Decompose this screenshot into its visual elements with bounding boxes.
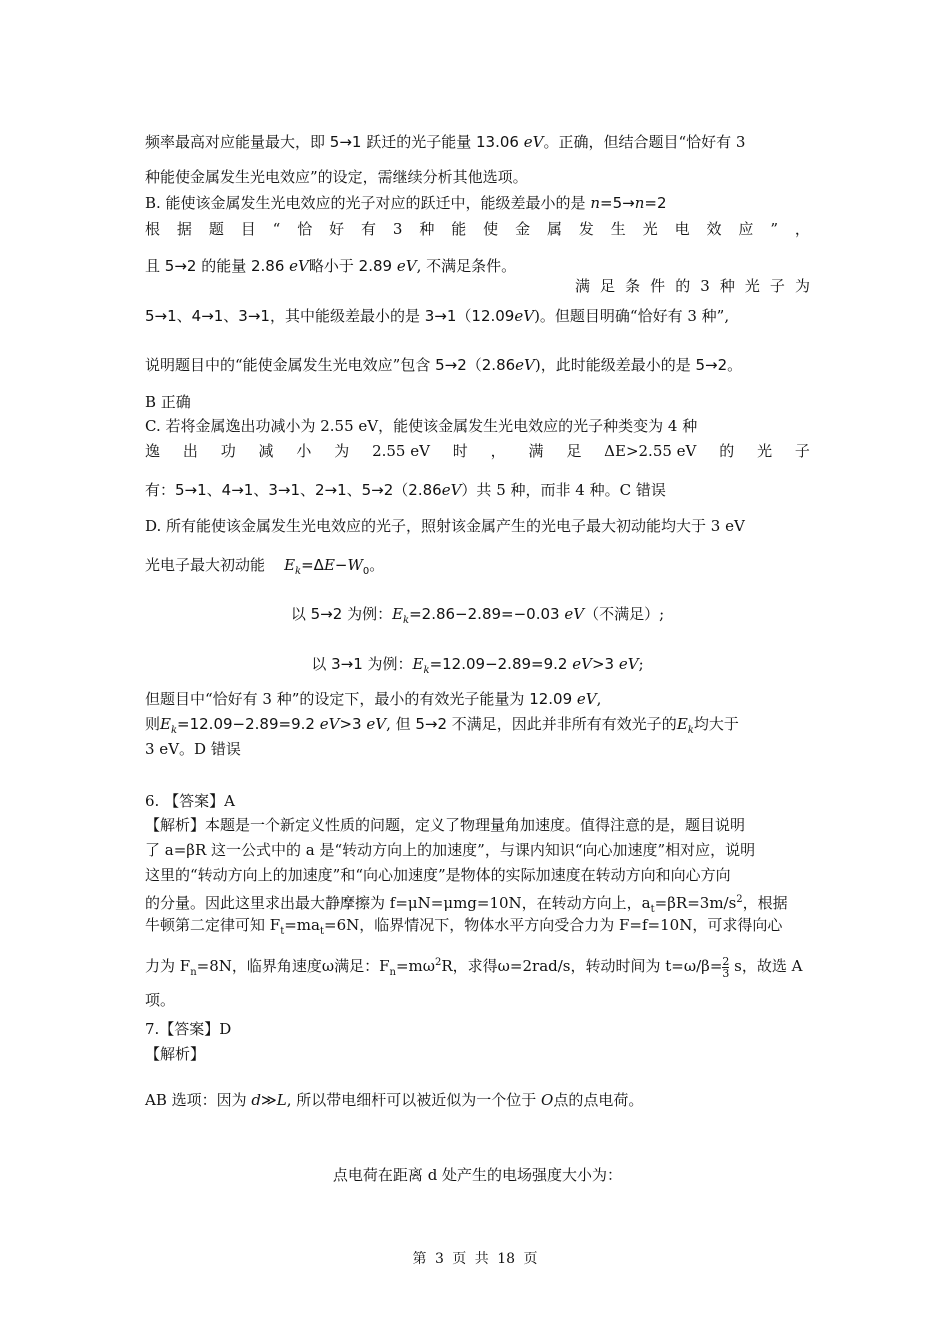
glyph: 生 bbox=[610, 220, 626, 238]
glyph: 目 bbox=[240, 220, 256, 238]
glyph: 满 bbox=[575, 277, 591, 295]
glyph: 发 bbox=[578, 220, 594, 238]
glyph: ΔE>2.55 eV bbox=[604, 442, 697, 460]
text-line: 则$E_k=12.09-2.89=9.2$ eV>3 eV, 但 5→2 不满足，因此并非所有有效光子的$E_k$均大于 bbox=[145, 715, 739, 736]
glyph: 时 bbox=[452, 442, 468, 460]
glyph: 据 bbox=[176, 220, 192, 238]
text-line: B 正确 bbox=[145, 393, 191, 411]
glyph: 电 bbox=[674, 220, 690, 238]
text-line: 说明题目中的“能使金属发生光电效应”包含 5→2（2.86eV)，此时能级差最小的是 5→2。 bbox=[145, 356, 743, 374]
glyph: 的 bbox=[675, 277, 691, 295]
formula-line: 以 3→1 为例：$E_k=12.09-2.89=9.2$ eV>3 eV; bbox=[311, 655, 644, 676]
glyph: 足 bbox=[566, 442, 582, 460]
glyph: 逸 bbox=[145, 442, 161, 460]
text-line: 有：5→1、4→1、3→1、2→1、5→2（2.86eV）共 5 种，而非 4 种。C 错误 bbox=[145, 481, 666, 499]
glyph: 2.55 eV bbox=[372, 442, 430, 460]
glyph: 应 bbox=[738, 220, 754, 238]
option-c: C. 若将金属逸出功减小为 2.55 eV，能使该金属发生光电效应的光子种类变为 4 种 bbox=[145, 417, 698, 435]
text-line: 光电子最大初动能 $E_k=\Delta E-W_0$。 bbox=[145, 556, 385, 577]
answer-7: 7.【答案】D bbox=[145, 1020, 232, 1038]
glyph: 出 bbox=[182, 442, 198, 460]
glyph: 金 bbox=[515, 220, 531, 238]
glyph: 3 bbox=[700, 277, 710, 295]
glyph: 种 bbox=[719, 277, 735, 295]
glyph: 使 bbox=[483, 220, 499, 238]
page-footer: 第 3 页 共 18 页 bbox=[412, 1251, 538, 1267]
glyph: 功 bbox=[220, 442, 236, 460]
text-line-justified bbox=[145, 441, 810, 461]
glyph: 能 bbox=[451, 220, 467, 238]
option-d: D. 所有能使该金属发生光电效应的光子，照射该金属产生的光电子最大初动能均大于 3 eV bbox=[145, 517, 745, 535]
glyph: 足 bbox=[600, 277, 616, 295]
text-line: 这里的“转动方向上的加速度”和“向心加速度”是物体的实际加速度在转动方向和向心方向 bbox=[145, 866, 731, 884]
text-line: 【解析】 bbox=[145, 1045, 206, 1063]
text-line: 种能使金属发生光电效应”的设定，需继续分析其他选项。 bbox=[145, 168, 528, 186]
answer-6: 6. 【答案】A bbox=[145, 792, 235, 810]
text-line: 3 eV。D 错误 bbox=[145, 740, 241, 758]
glyph: 题 bbox=[208, 220, 224, 238]
glyph: ， bbox=[490, 442, 506, 460]
text-line: 了 a=βR 这一公式中的 a 是“转动方向上的加速度”，与课内知识“向心加速度”相对应，说明 bbox=[145, 841, 756, 859]
text-line-justified bbox=[145, 219, 810, 239]
glyph: 件 bbox=[650, 277, 666, 295]
glyph: 减 bbox=[258, 442, 274, 460]
option-b: B. 能使该金属发生光电效应的光子对应的跃迁中，能级差最小的是 n=5→n=2 bbox=[145, 194, 667, 212]
glyph: 为 bbox=[794, 277, 810, 295]
glyph: “ bbox=[272, 220, 281, 238]
text-line: AB 选项：因为 d≫L, 所以带电细杆可以被近似为一个位于 O点的点电荷。 bbox=[145, 1091, 644, 1109]
text-line: 点电荷在距离 d 处产生的电场强度大小为： bbox=[332, 1166, 623, 1184]
glyph: 有 bbox=[361, 220, 377, 238]
text-line: 但题目中“恰好有 3 种”的设定下，最小的有效光子能量为 12.09 eV, bbox=[145, 690, 602, 708]
glyph: 为 bbox=[334, 442, 350, 460]
text-line: 且 5→2 的能量 2.86 eV略小于 2.89 eV, 不满足条件。 满 足 条 件 的 3 种 光 子 为 bbox=[145, 257, 810, 295]
glyph: 小 bbox=[296, 442, 312, 460]
text-line: 力为 $F_n=8N$，临界角速度ω满足：$F_n=m\omega^2R$，求得ω=2rad/s，转动时间为 t=ω/β= $\frac{2}{3}$ s，故选 A bbox=[145, 954, 803, 980]
glyph: 子 bbox=[769, 277, 785, 295]
text-line: 的分量。因此这里求出最大静摩擦为 f=μN=μmg=10N，在转动方向上，$a_t=\beta R=3m/s^2$，根据 bbox=[145, 894, 788, 915]
text-line: 【解析】本题是一个新定义性质的问题，定义了物理量角加速度。值得注意的是，题目说明 bbox=[145, 816, 746, 834]
glyph: 光 bbox=[642, 220, 658, 238]
glyph: 满 bbox=[528, 442, 544, 460]
glyph: 属 bbox=[546, 220, 562, 238]
glyph: 条 bbox=[625, 277, 641, 295]
glyph: 子 bbox=[794, 442, 810, 460]
glyph: 根 bbox=[145, 220, 161, 238]
glyph: 光 bbox=[757, 442, 773, 460]
glyph: 的 bbox=[719, 442, 735, 460]
glyph: 恰 bbox=[297, 220, 313, 238]
text-line: 项。 bbox=[145, 991, 176, 1009]
formula-line: 以 5→2 为例：$E_k=2.86-2.89=-0.03$ eV（不满足）; bbox=[290, 605, 665, 626]
glyph: ， bbox=[794, 220, 810, 238]
glyph: 3 bbox=[392, 220, 403, 238]
glyph: 光 bbox=[744, 277, 760, 295]
text-line: 频率最高对应能量最大，即 5→1 跃迁的光子能量 13.06 eV。正确，但结合题目“恰好有 3 bbox=[145, 133, 746, 151]
glyph: 种 bbox=[419, 220, 435, 238]
glyph: 好 bbox=[329, 220, 345, 238]
text-line: 5→1、4→1、3→1，其中能级差最小的是 3→1（12.09eV)。但题目明确“恰好有 3 种”, bbox=[145, 307, 730, 325]
glyph: ” bbox=[770, 220, 778, 238]
text-line: 牛顿第二定律可知 $F_t=ma_t=6N$，临界情况下，物体水平方向受合力为 F=f=10N，可求得向心 bbox=[145, 916, 783, 937]
glyph: 效 bbox=[706, 220, 722, 238]
